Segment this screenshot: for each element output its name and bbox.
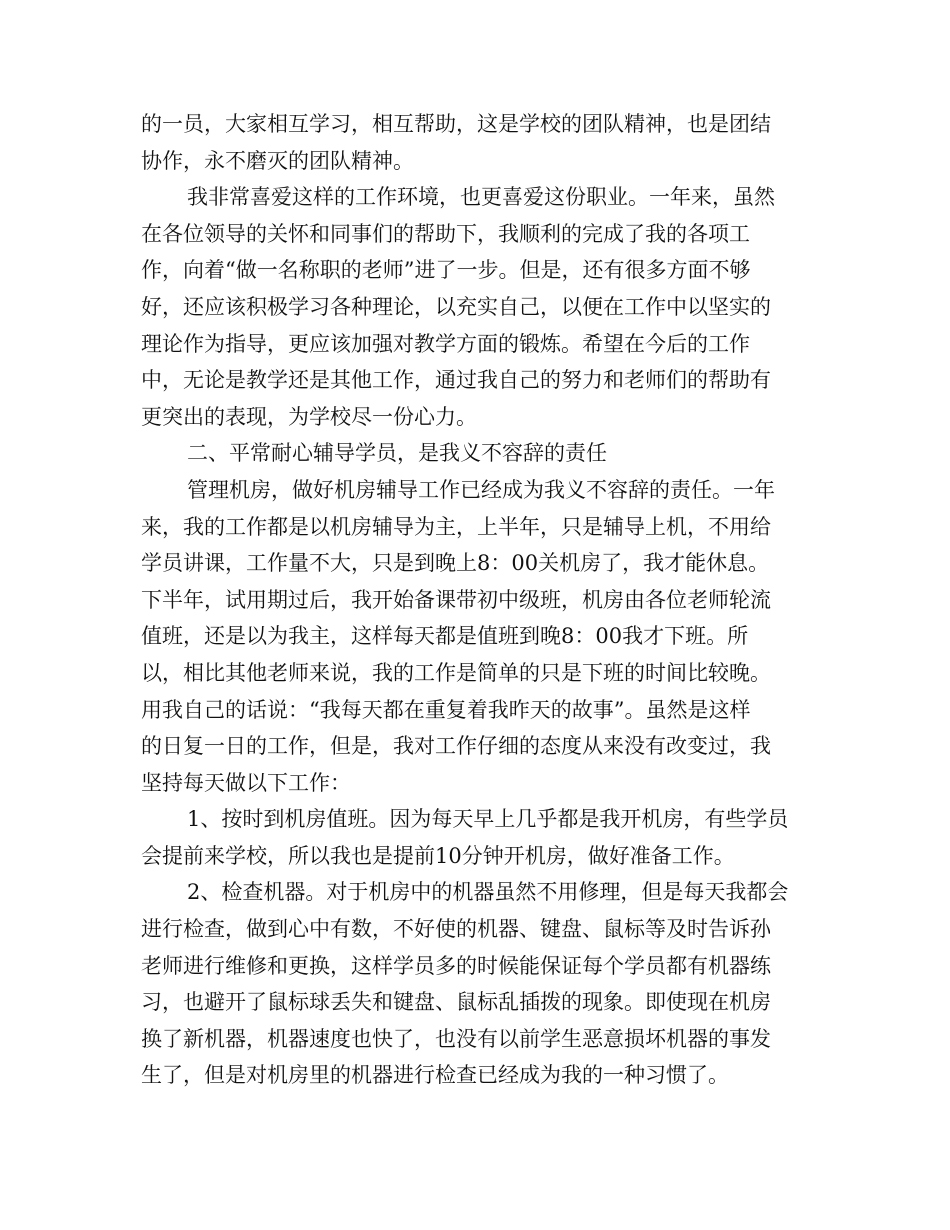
text-line: 更突出的表现，为学校尽一份心力。: [141, 404, 477, 429]
text-line: 在各位领导的关怀和同事们的帮助下，我顺利的完成了我的各项工: [141, 221, 750, 246]
paragraph-start-line: 我非常喜爱这样的工作环境，也更喜爱这份职业。一年来，虽然: [187, 185, 775, 210]
text-line: 来，我的工作都是以机房辅导为主，上半年，只是辅导上机，不用给: [141, 514, 771, 539]
text-line: 会提前来学校，所以我也是提前10分钟开机房，做好准备工作。: [141, 843, 735, 868]
section-heading: 二、平常耐心辅导学员，是我义不容辞的责任: [187, 441, 607, 466]
text-line: 下半年，试用期过后，我开始备课带初中级班，机房由各位老师轮流: [141, 587, 771, 612]
text-line: 作，向着“做一名称职的老师”进了一步。但是，还有很多方面不够: [141, 258, 751, 283]
text-line: 进行检查，做到心中有数，不好使的机器、键盘、鼠标等及时告诉孙: [141, 917, 771, 942]
text-line: 以，相比其他老师来说，我的工作是简单的只是下班的时间比较晚。: [141, 660, 771, 685]
text-line: 协作，永不磨灭的团队精神。: [141, 148, 414, 173]
text-line: 好，还应该积极学习各种理论，以充实自己，以便在工作中以坚实的: [141, 294, 771, 319]
text-line: 老师进行维修和更换，这样学员多的时候能保证每个学员都有机器练: [141, 953, 771, 978]
text-line: 值班，还是以为我主，这样每天都是值班到晚8：00我才下班。所: [141, 624, 749, 649]
text-line: 的日复一日的工作，但是，我对工作仔细的态度从来没有改变过，我: [141, 734, 771, 759]
paragraph-start-line: 管理机房，做好机房辅导工作已经成为我义不容辞的责任。一年: [187, 477, 775, 502]
list-item-start-line: 2、检查机器。对于机房中的机器虽然不用修理，但是每天我都会: [187, 880, 789, 905]
text-line: 生了，但是对机房里的机器进行检查已经成为我的一种习惯了。: [141, 1063, 729, 1088]
text-line: 中，无论是教学还是其他工作，通过我自己的努力和老师们的帮助有: [141, 368, 771, 393]
text-line: 的一员，大家相互学习，相互帮助，这是学校的团队精神，也是团结: [141, 112, 771, 136]
text-line: 理论作为指导，更应该加强对教学方面的锻炼。希望在今后的工作: [141, 331, 750, 356]
text-line: 习，也避开了鼠标球丢失和键盘、鼠标乱插拨的现象。即使现在机房: [141, 990, 771, 1015]
text-line: 用我自己的话说：“我每天都在重复着我昨天的故事”。虽然是这样: [141, 697, 751, 722]
text-line: 坚持每天做以下工作：: [141, 770, 351, 795]
text-line: 学员讲课，工作量不大，只是到晚上8：00关机房了，我才能休息。: [141, 551, 770, 576]
list-item-start-line: 1、按时到机房值班。因为每天早上几乎都是我开机房，有些学员: [187, 807, 789, 832]
document-body: [141, 106, 811, 1094]
text-line: 换了新机器，机器速度也快了，也没有以前学生恶意损坏机器的事发: [141, 1026, 771, 1051]
